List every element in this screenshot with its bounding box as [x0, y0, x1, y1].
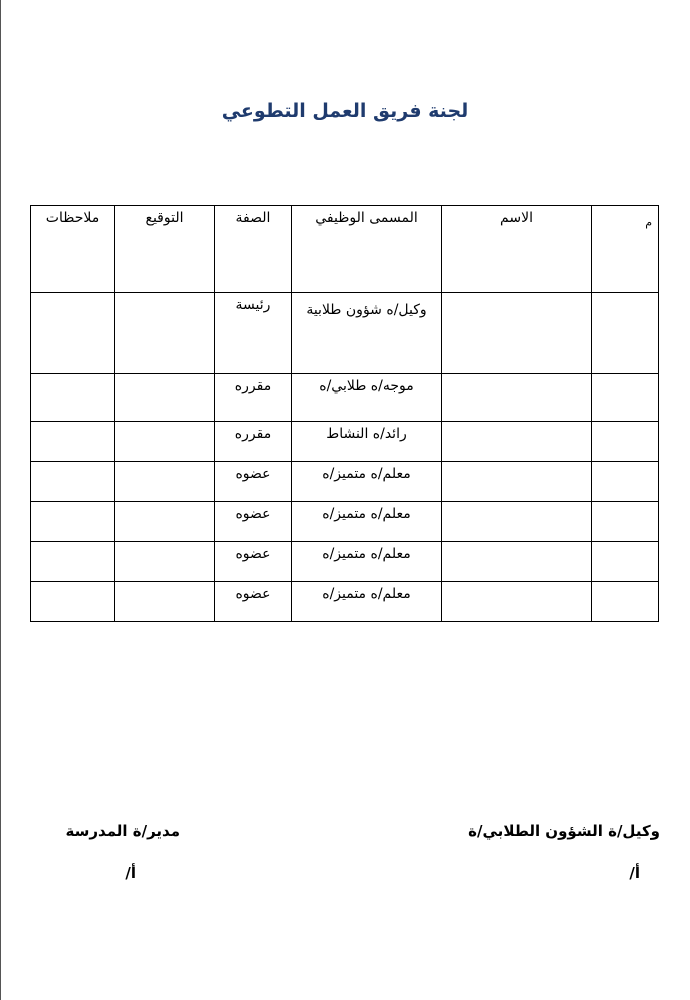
cell-signature: [115, 582, 215, 622]
cell-signature: [115, 542, 215, 582]
signature-line-principal: أ/: [125, 864, 136, 882]
header-role: الصفة: [215, 206, 292, 293]
cell-role: عضوه: [215, 542, 292, 582]
cell-notes: [31, 293, 115, 374]
page-edge: [0, 0, 1, 1000]
cell-signature: [115, 502, 215, 542]
cell-name: [442, 502, 592, 542]
cell-name: [442, 422, 592, 462]
document-title: لجنة فريق العمل التطوعي: [221, 100, 469, 122]
cell-name: [442, 374, 592, 422]
table-row: [31, 582, 659, 622]
committee-table: [30, 205, 659, 622]
cell-name: [442, 293, 592, 374]
cell-number: [592, 462, 659, 502]
cell-notes: [31, 422, 115, 462]
cell-name: [442, 542, 592, 582]
table-header-row: [31, 206, 659, 293]
cell-number: [592, 374, 659, 422]
cell-number: [592, 582, 659, 622]
table-row: [31, 293, 659, 374]
cell-number: [592, 293, 659, 374]
cell-name: [442, 462, 592, 502]
cell-role: مقرره: [215, 422, 292, 462]
signature-block-vice-principal: [468, 822, 660, 882]
cell-job-title: معلم/ه متميز/ه: [292, 502, 442, 542]
cell-signature: [115, 422, 215, 462]
cell-job-title: موجه/ه طلابي/ه: [292, 374, 442, 422]
cell-job-title: وكيل/ه شؤون طلابية: [292, 293, 442, 374]
signature-line-vice-principal: أ/: [629, 864, 640, 882]
cell-job-title: معلم/ه متميز/ه: [292, 582, 442, 622]
cell-notes: [31, 374, 115, 422]
cell-signature: [115, 293, 215, 374]
table-row: [31, 542, 659, 582]
cell-role: رئيسة: [215, 293, 292, 374]
cell-number: [592, 542, 659, 582]
header-job-title: المسمى الوظيفي: [292, 206, 442, 293]
cell-number: [592, 502, 659, 542]
cell-notes: [31, 502, 115, 542]
cell-signature: [115, 374, 215, 422]
header-signature: التوقيع: [115, 206, 215, 293]
cell-notes: [31, 542, 115, 582]
cell-name: [442, 582, 592, 622]
cell-number: [592, 422, 659, 462]
signature-title-principal: مدير/ة المدرسة: [65, 822, 180, 840]
table-row: [31, 422, 659, 462]
cell-role: عضوه: [215, 582, 292, 622]
signature-block-principal: [66, 822, 180, 882]
signature-title-vice-principal: وكيل/ة الشؤون الطلابي/ة: [468, 822, 660, 840]
cell-notes: [31, 462, 115, 502]
cell-role: مقرره: [215, 374, 292, 422]
cell-notes: [31, 582, 115, 622]
table-row: [31, 502, 659, 542]
table-row: [31, 374, 659, 422]
table-row: [31, 462, 659, 502]
cell-job-title: معلم/ه متميز/ه: [292, 542, 442, 582]
cell-signature: [115, 462, 215, 502]
cell-job-title: رائد/ه النشاط: [292, 422, 442, 462]
cell-role: عضوه: [215, 462, 292, 502]
cell-role: عضوه: [215, 502, 292, 542]
header-notes: ملاحظات: [31, 206, 115, 293]
header-name: الاسم: [442, 206, 592, 293]
header-number: م: [592, 206, 659, 293]
cell-job-title: معلم/ه متميز/ه: [292, 462, 442, 502]
